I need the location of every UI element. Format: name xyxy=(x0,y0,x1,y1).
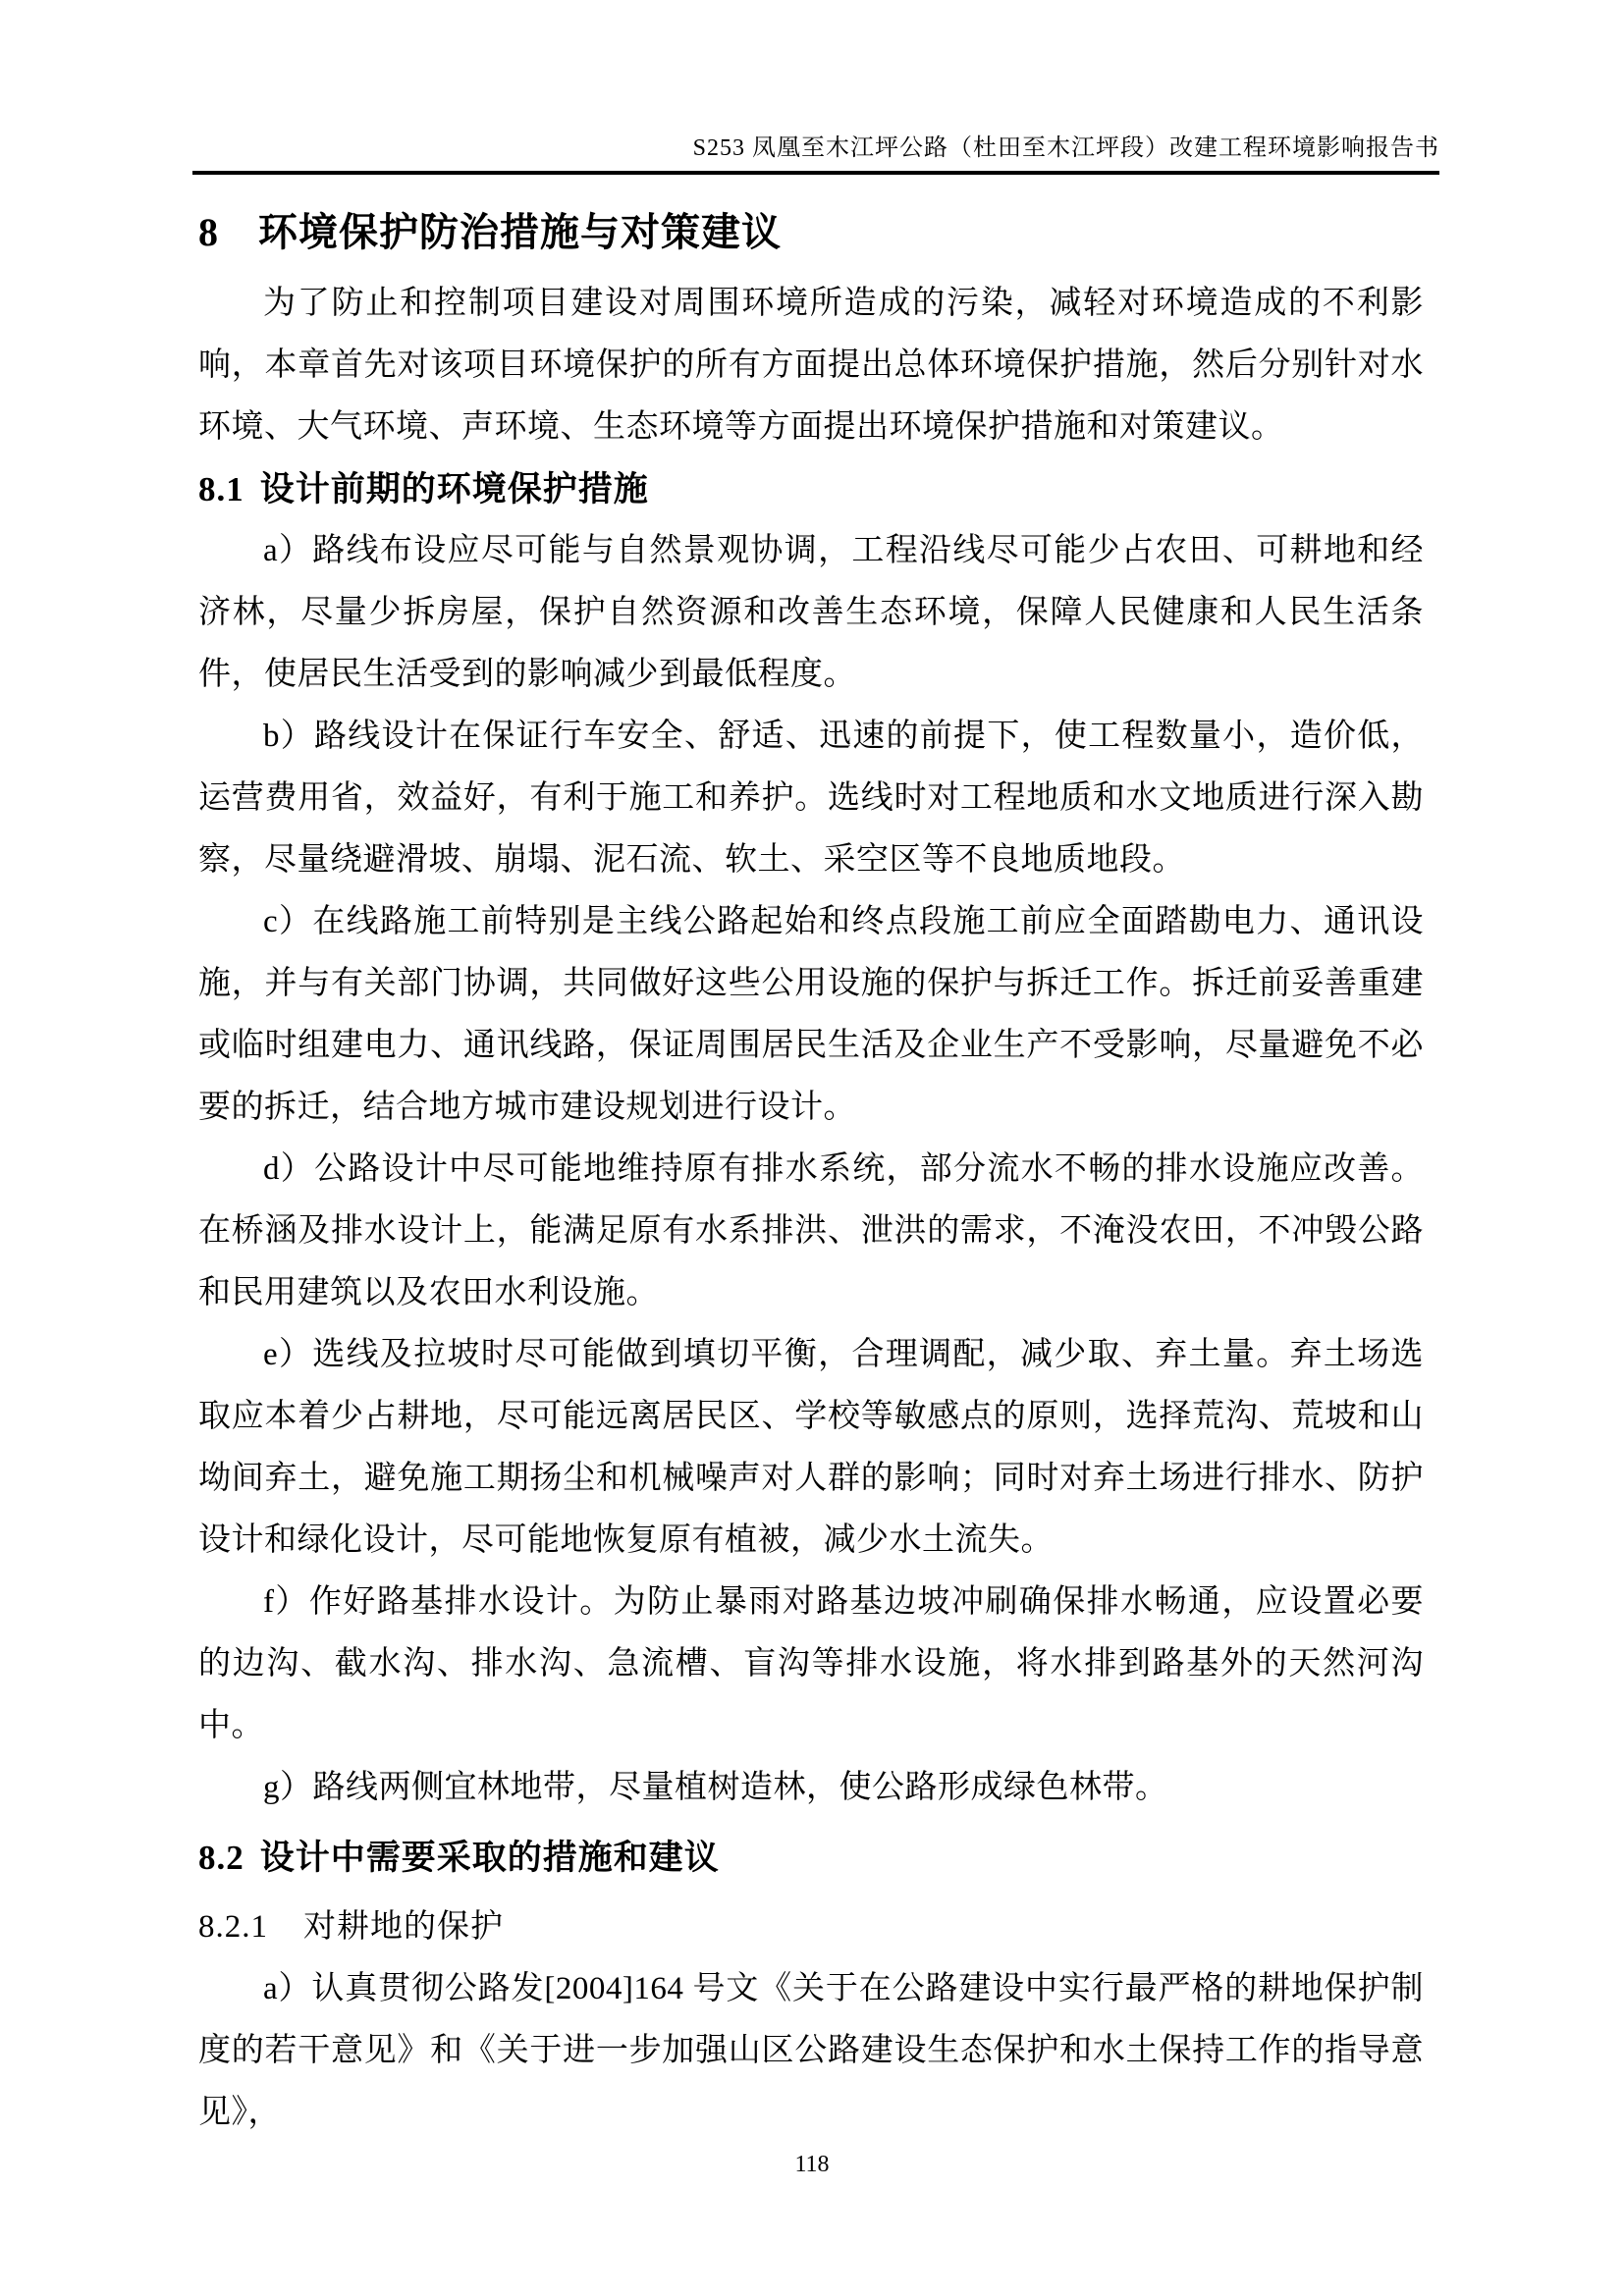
page-header-title: S253 凤凰至木江坪公路（杜田至木江坪段）改建工程环境影响报告书 xyxy=(692,135,1439,161)
list-item-e: e）选线及拉坡时尽可能做到填切平衡，合理调配，减少取、弃土量。弃土场选取应本着少占耕地，尽可能远离居民区、学校等敏感点的原则，选择荒沟、荒坡和山坳间弃土，避免施工期扬尘和机械噪声对人群的影响；同时对弃土场进行排水、防护设计和绿化设计，尽可能地恢复原有植被，减少水土流失。 xyxy=(198,1337,1424,1558)
chapter-title: 环境保护防治措施与对策建议 xyxy=(258,210,782,254)
chapter-intro-paragraph: 为了防止和控制项目建设对周围环境所造成的污染，减轻对环境造成的不利影响，本章首先对该项目环境保护的所有方面提出总体环境保护措施，然后分别针对水环境、大气环境、声环境、生态环境等方面提出环境保护措施和对策建议。 xyxy=(198,286,1424,445)
section-8-2-title: 设计中需要采取的措施和建议 xyxy=(259,1839,720,1877)
list-item-a-8-2-1: a）认真贯彻公路发[2004]164 号文《关于在公路建设中实行最严格的耕地保护制度的若干意见》和《关于进一步加强山区公路建设生态保护和水土保持工作的指导意见》， xyxy=(198,1971,1424,2130)
list-item-f: f）作好路基排水设计。为防止暴雨对路基边坡冲刷确保排水畅通，应设置必要的边沟、截水沟、排水沟、急流槽、盲沟等排水设施，将水排到路基外的天然河沟中。 xyxy=(198,1584,1424,1743)
list-item-c: c）在线路施工前特别是主线公路起始和终点段施工前应全面踏勘电力、通讯设施，并与有关部门协调，共同做好这些公用设施的保护与拆迁工作。拆迁前妥善重建或临时组建电力、通讯线路，保证周围居民生活及企业生产不受影响，尽量避免不必要的拆迁，结合地方城市建设规划进行设计。 xyxy=(198,904,1424,1125)
section-8-2-heading xyxy=(198,1827,1424,1889)
section-8-1-number: 8.1 xyxy=(198,470,244,508)
section-8-2-1-heading xyxy=(198,1896,1424,1958)
list-item-d: d）公路设计中尽可能地维持原有排水系统，部分流水不畅的排水设施应改善。在桥涵及排水设计上，能满足原有水系排洪、泄洪的需求，不淹没农田，不冲毁公路和民用建筑以及农田水利设施。 xyxy=(198,1151,1424,1310)
section-8-1-title: 设计前期的环境保护措施 xyxy=(259,470,649,508)
document-body xyxy=(198,208,1424,2144)
section-8-2-1-title: 对耕地的保护 xyxy=(303,1909,504,1945)
section-8-1-heading xyxy=(198,458,1424,520)
list-item-b: b）路线设计在保证行车安全、舒适、迅速的前提下，使工程数量小，造价低，运营费用省，效益好，有利于施工和养护。选线时对工程地质和水文地质进行深入勘察，尽量绕避滑坡、崩塌、泥石流、软土、采空区等不良地质地段。 xyxy=(198,719,1424,878)
section-8-2-1-number: 8.2.1 xyxy=(198,1909,268,1945)
section-8-2-number: 8.2 xyxy=(198,1839,244,1877)
header-rule xyxy=(192,171,1439,175)
chapter-heading xyxy=(198,208,1424,257)
chapter-number: 8 xyxy=(198,210,219,254)
list-item-g: g）路线两侧宜林地带，尽量植树造林，使公路形成绿色林带。 xyxy=(263,1770,1168,1805)
page-number: 118 xyxy=(794,2152,830,2177)
list-item-a: a）路线布设应尽可能与自然景观协调，工程沿线尽可能少占农田、可耕地和经济林，尽量少拆房屋，保护自然资源和改善生态环境，保障人民健康和人民生活条件，使居民生活受到的影响减少到最低程度。 xyxy=(198,533,1424,692)
